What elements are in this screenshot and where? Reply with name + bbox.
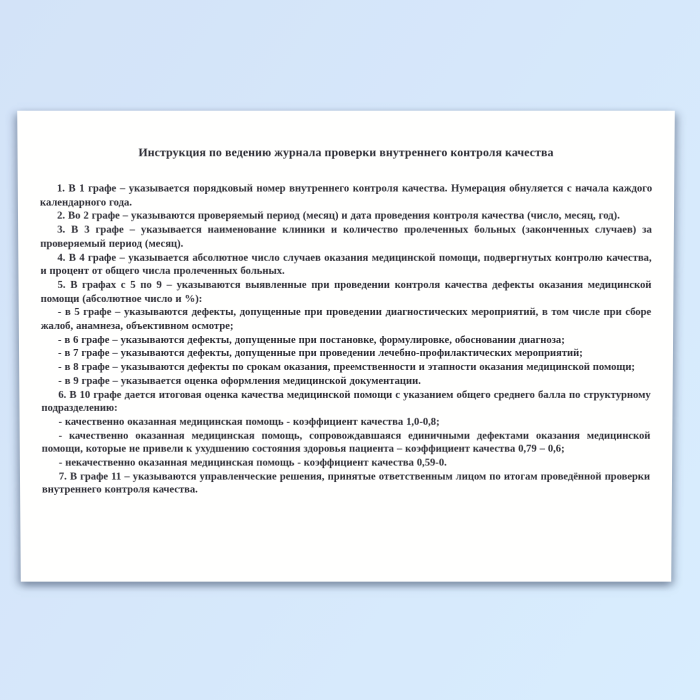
document-paragraph: - в 8 графе – указываются дефекты по срокам оказания, преемственности и этапности оказания медицинской помощи; [58, 362, 635, 374]
document-paragraph: - в 5 графе – указываются дефекты, допущенные при проведении диагностических мероприятий, в том числе при сборе жалоб, анамнеза, объективном осмотре; [40, 307, 652, 333]
document-body [40, 182, 652, 497]
document-paragraph: - качественно оказанная медицинская помощь, сопровождавшаяся единичными дефектами оказания медицинской помощи, которые не привели к ухудшению состояния здоровья пациента – коэффициент качества 0,79 – 0,6; [41, 430, 651, 456]
document-paragraph: 5. В графах с 5 по 9 – указываются выявленные при проведении контроля качества дефекты оказания медицинской помощи (абсолютное число и %): [40, 279, 652, 305]
document-paragraph: 6. В 10 графе дается итоговая оценка качества медицинской помощи с указанием общего среднего балла по структурному подразделению: [41, 389, 651, 415]
document-page [17, 111, 675, 582]
document-paragraph: - качественно оказанная медицинская помощь - коэффициент качества 1,0-0,8; [58, 416, 440, 428]
document-paragraph: - в 6 графе – указываются дефекты, допущенные при постановке, формулировке, обосновании диагноза; [57, 334, 565, 346]
document-paragraph: 2. Во 2 графе – указываются проверяемый период (месяц) и дата проведения контроля качества (число, месяц, год). [57, 211, 620, 223]
document-paragraph: 7. В графе 11 – указываются управленческие решения, принятые ответственным лицом по итогам проведённой проверки внутреннего контроля качества. [41, 471, 651, 496]
document-paragraph: 4. В 4 графе – указывается абсолютное число случаев оказания медицинской помощи, подвергнутых контролю качества, и процент от общего числа пролеченных больных. [40, 252, 652, 278]
document-title: Инструкция по ведению журнала проверки внутреннего контроля качества [138, 145, 554, 160]
document-paragraph: - в 9 графе – указывается оценка оформления медицинской документации. [58, 375, 421, 387]
document-paragraph: - некачественно оказанная медицинская помощь - коэффициент качества 0,59-0. [58, 457, 447, 469]
document-paragraph: 1. В 1 графе – указывается порядковый номер внутреннего контроля качества. Нумерация обнуляется с начала каждого календарного года. [39, 183, 653, 209]
document-paragraph: 3. В 3 графе – указывается наименование клиники и количество пролеченных больных (законченных случаев) за проверяемый период (месяц). [40, 224, 652, 250]
document-paragraph: - в 7 графе – указываются дефекты, допущенные при проведении лечебно-профилактических мероприятий; [58, 348, 583, 360]
